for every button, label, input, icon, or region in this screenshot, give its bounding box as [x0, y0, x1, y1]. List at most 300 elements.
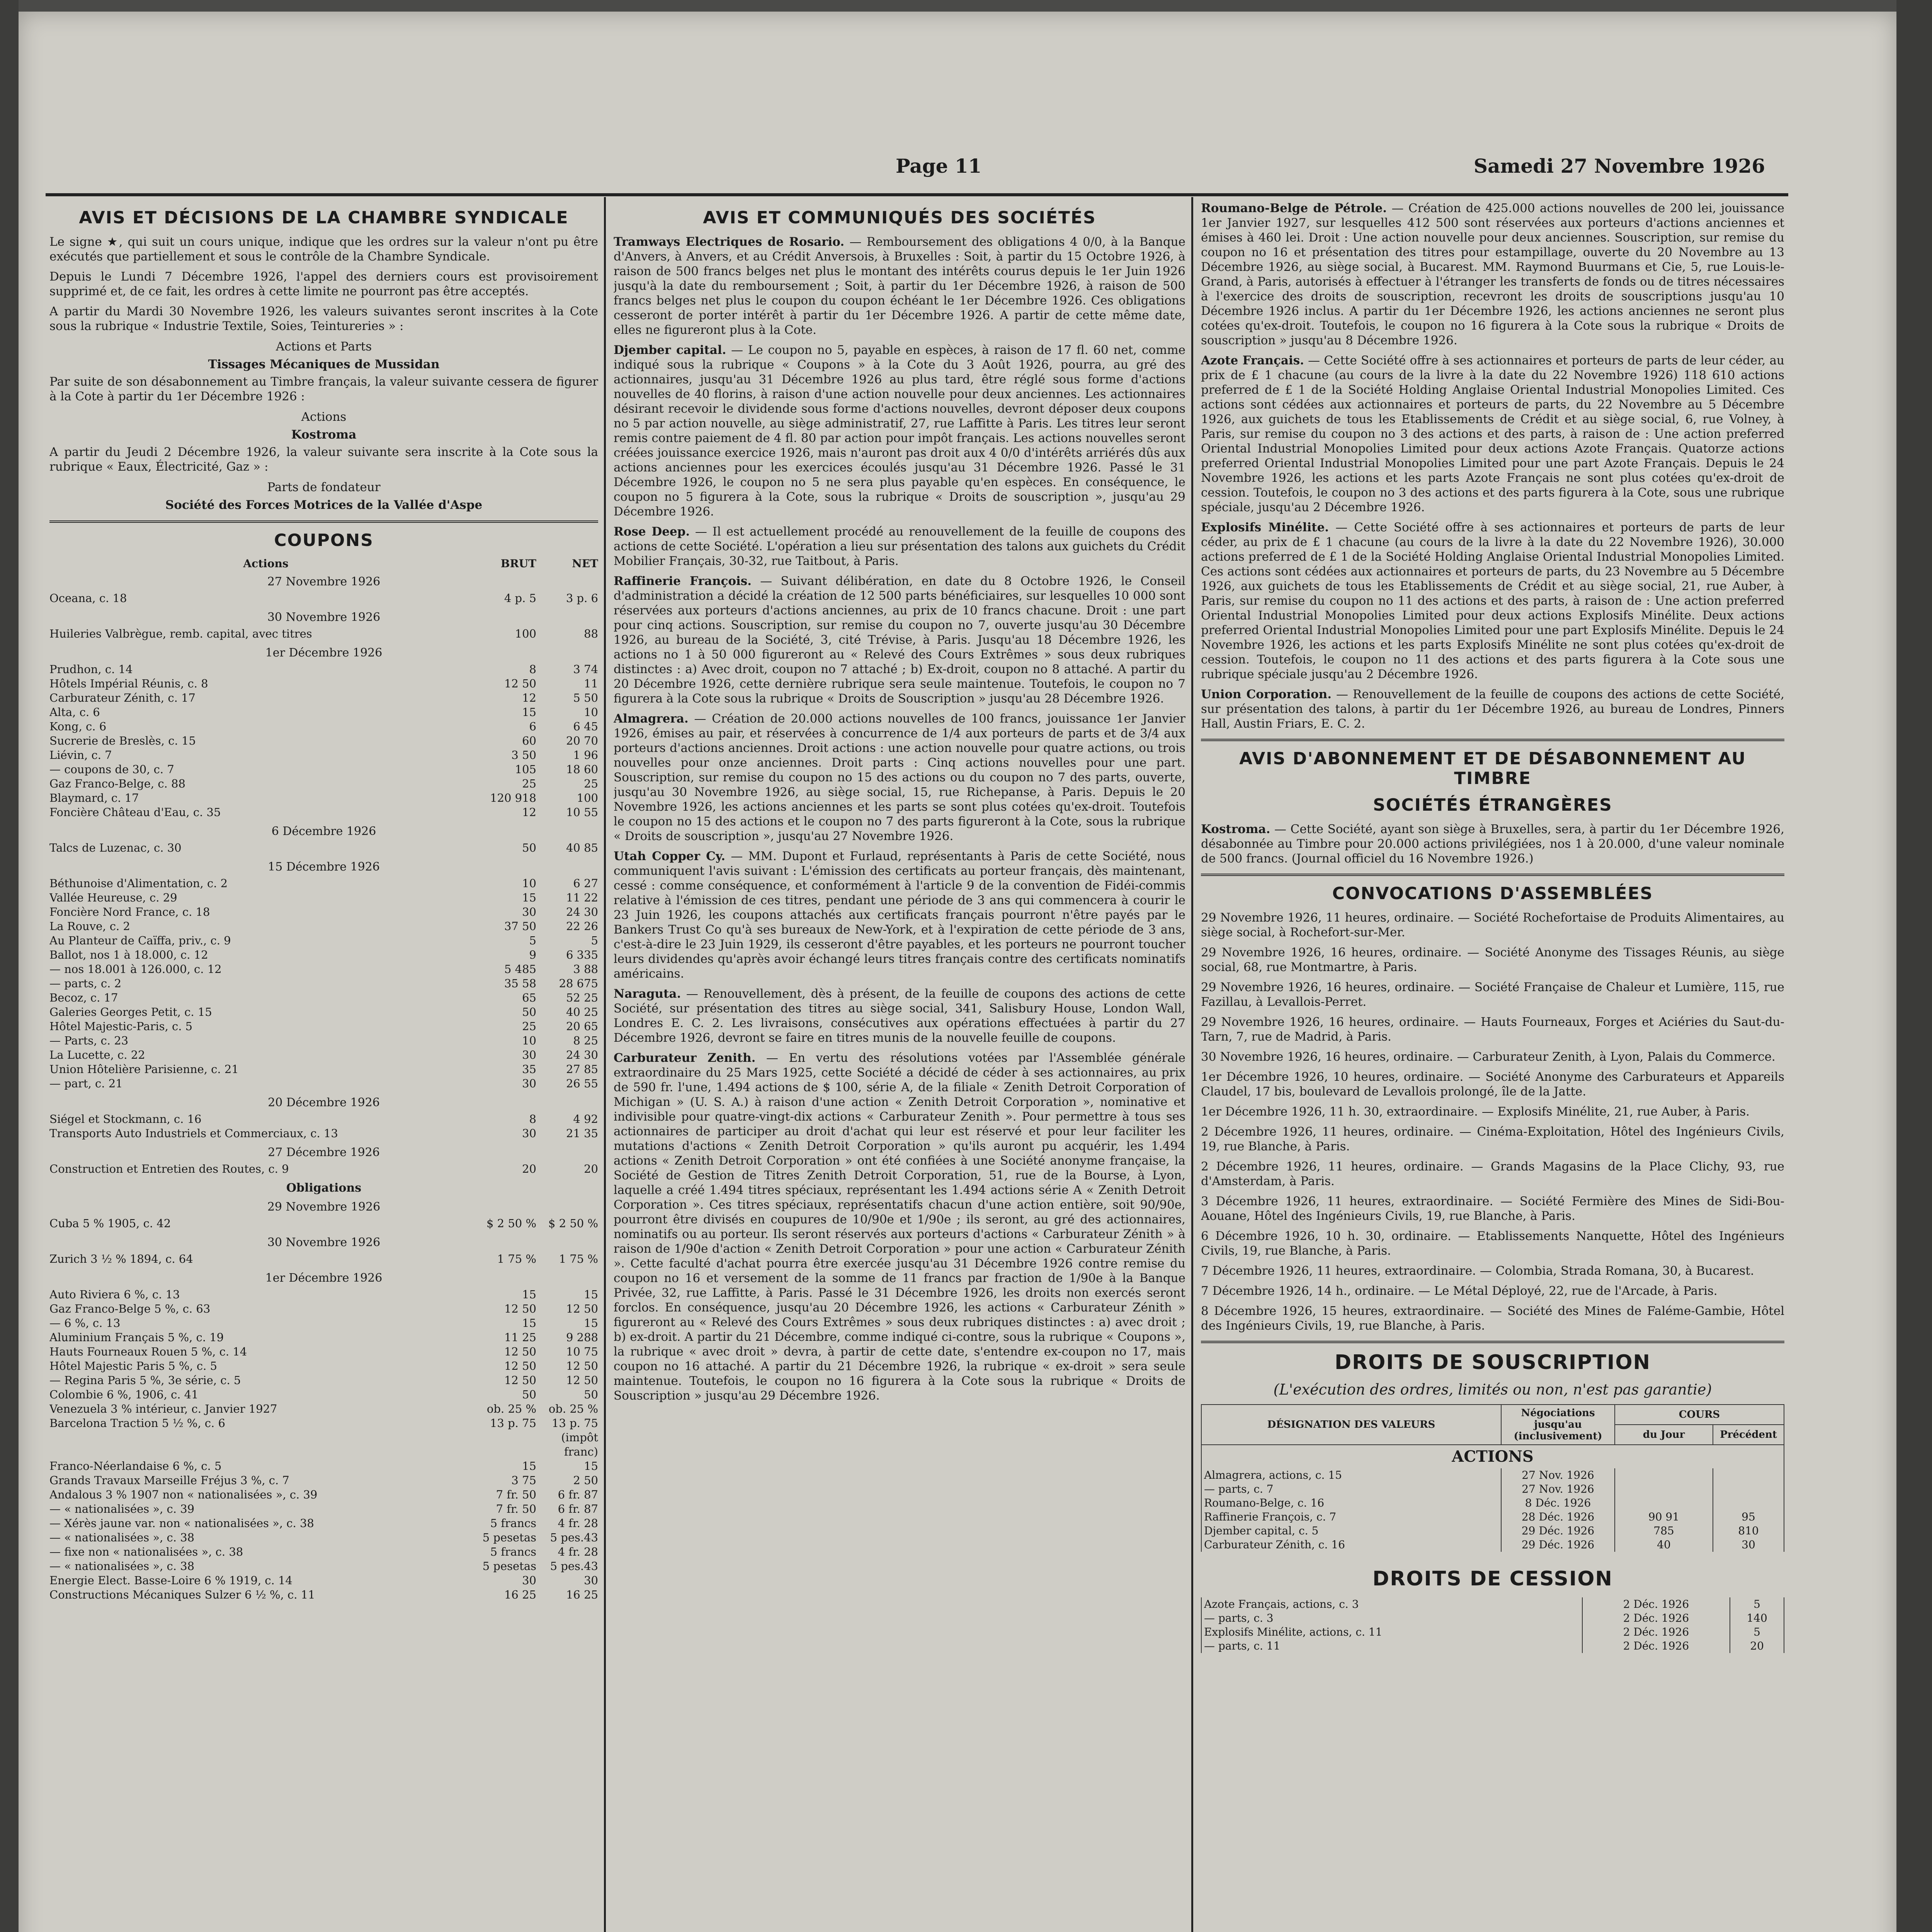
coupon-name: Construction et Entretien des Routes, c. 9: [49, 1162, 289, 1175]
chambre-p5: A partir du Jeudi 2 Décembre 1926, la valeur suivante sera inscrite à la Cote sous la rubrique « Eaux, Électricité, Gaz » :: [49, 445, 598, 474]
scan-left-margin: [0, 0, 19, 1932]
coupon-brut: 37 50: [504, 920, 536, 933]
section-divider: [1201, 739, 1784, 741]
coupon-net: 6 fr. 87: [558, 1502, 598, 1515]
scan-right-margin: [1896, 0, 1932, 1932]
coupon-brut: 7 fr. 50: [496, 1502, 536, 1515]
coupon-row: [49, 1252, 598, 1266]
ds-cell: — parts, c. 7: [1201, 1482, 1501, 1496]
coupon-net: 30: [584, 1574, 598, 1587]
ds-cell: [1615, 1482, 1713, 1496]
coupon-brut: 30: [522, 1574, 536, 1587]
coupon-net: 12 50: [566, 1359, 598, 1372]
coupon-net: 11 22: [566, 891, 598, 904]
coupon-brut: 30: [522, 1077, 536, 1090]
coupon-net: 1 75 %: [559, 1252, 598, 1265]
coupon-brut: 16 25: [504, 1588, 536, 1601]
coupon-name: — « nationalisées », c. 39: [49, 1502, 195, 1515]
coupon-brut: 120 918: [490, 791, 536, 804]
coupon-net: 40 25: [566, 1005, 598, 1019]
page-date: Samedi 27 Novembre 1926: [1473, 155, 1765, 177]
coupon-row: [49, 748, 598, 762]
societes-notice: [614, 711, 1185, 844]
ds-cell: [1713, 1468, 1784, 1482]
dc-cell: 140: [1730, 1611, 1784, 1625]
coupon-net: 15: [584, 1459, 598, 1473]
coupon-row: [49, 1302, 598, 1316]
coupon-name: Colombie 6 %, 1906, c. 41: [49, 1388, 199, 1401]
coupon-name: Franco-Néerlandaise 6 %, c. 5: [49, 1459, 222, 1473]
coupon-brut: 15: [522, 891, 536, 904]
coupon-name: Siégel et Stockmann, c. 16: [49, 1112, 202, 1126]
abonnement-kostroma-text: — Cette Société, ayant son siège à Bruxelles, sera, à partir du 1er Décembre 1926, désabonnée au Timbre pour 20.000 actions privilégiées, nos 1 à 20.000, d'une valeur nominale de 500 francs. (Journal officiel du 16 Novembre 1926.): [1201, 822, 1784, 866]
convocation-item: 8 Décembre 1926, 15 heures, extraordinaire. — Société des Mines de Faléme-Gambie, Hôtel des Ingénieurs Civils, 19, rue Blanche, à Paris.: [1201, 1304, 1784, 1333]
coupon-brut: 25: [522, 1020, 536, 1033]
coupon-net: 24 30: [566, 905, 598, 918]
societes-notice-head: Rose Deep.: [614, 525, 690, 539]
coupon-row: [49, 1473, 598, 1488]
coupon-row: [49, 1216, 598, 1231]
right-notice-text: — Cette Société offre à ses actionnaires et porteurs de parts de leur céder, au prix de £ 1 chacune (au cours de la livre à la date du 22 Novembre 1926) 118 610 actions preferred de £ 1 de la Société Holding Anglaise Oriental Industrial Monopolies Limited. Ces actions sont cédées aux actionnaires et porteurs de parts, du 22 Novembre au 5 Décembre 1926, aux guichets de tous les Etablissements de Crédit et au siège social, 6, rue Volney, à Paris, sur remise du coupon no 3 des actions et des parts, à raison de : Une action preferred Oriental Industrial Monopolies Limited pour deux actions Azote Français. Quatorze actions preferred Oriental Industrial Monopolies Limited pour une part Azote Français. Depuis le 24 Novembre 1926, les actions et les parts Azote Français ne sont plus cotées qu'ex-droit de cession. Toutefois, le coupon no 3 des actions et des parts figurera à la Cote, sous une rubrique spéciale, jusqu'au 2 Décembre 1926.: [1201, 354, 1784, 514]
societes-notice-head: Carburateur Zenith.: [614, 1051, 756, 1065]
chambre-c1: Actions et Parts: [276, 340, 372, 354]
coupon-net: 15: [584, 1316, 598, 1330]
coupon-net: 12 50: [566, 1302, 598, 1315]
coupon-net: 52 25: [566, 991, 598, 1004]
coupon-row: [49, 1316, 598, 1330]
coupon-net: 24 30: [566, 1048, 598, 1061]
ds-cell: 90 91: [1615, 1510, 1713, 1524]
coupon-row: [49, 1416, 598, 1459]
coupon-brut: 12: [522, 691, 536, 704]
right-notice-head: Union Corporation.: [1201, 687, 1332, 701]
coupon-net: 10: [584, 706, 598, 719]
convocation-item: 30 Novembre 1926, 16 heures, ordinaire. — Carburateur Zenith, à Lyon, Palais du Commerce.: [1201, 1050, 1776, 1064]
coupon-net: 11: [584, 677, 598, 690]
coupon-net: 26 55: [566, 1077, 598, 1090]
societes-list: [614, 235, 1185, 1403]
coupon-row: [49, 691, 598, 705]
chambre-c2: Tissages Mécaniques de Mussidan: [208, 357, 440, 371]
coupon-row: [49, 1573, 598, 1588]
coupon-brut: 20: [522, 1162, 536, 1175]
convocation-item: 3 Décembre 1926, 11 heures, extraordinaire. — Société Fermière des Mines de Sidi-Bou-Aouane, Hôtel des Ingénieurs Civils, 19, rue Blanche, à Paris.: [1201, 1194, 1784, 1223]
convocation-item: 29 Novembre 1926, 16 heures, ordinaire. — Société Anonyme des Tissages Réunis, au siège social, 68, rue Montmartre, à Paris.: [1201, 946, 1784, 974]
coupon-name: — nos 18.001 à 126.000, c. 12: [49, 963, 222, 976]
coupon-row: [49, 627, 598, 641]
coupons-h-actions: Actions: [243, 557, 289, 570]
coupon-net: 1 96: [573, 748, 598, 762]
coupon-net: 13 p. 75 (impôt franc): [551, 1417, 598, 1458]
coupon-date: 20 Décembre 1926: [268, 1096, 380, 1109]
coupon-name: Andalous 3 % 1907 non « nationalisées », c. 39: [49, 1488, 318, 1501]
coupon-row: [49, 1048, 598, 1062]
coupon-name: Venezuela 3 % intérieur, c. Janvier 1927: [49, 1402, 277, 1415]
chambre-p4: Par suite de son désabonnement au Timbre français, la valeur suivante cessera de figurer à la Cote à partir du 1er Décembre 1926 :: [49, 375, 598, 403]
societes-notice: [614, 849, 1185, 981]
coupon-net: 22 26: [566, 920, 598, 933]
coupon-row: [49, 591, 598, 605]
coupon-net: 5 pes.43: [550, 1531, 598, 1544]
convocation-item: 7 Décembre 1926, 14 h., ordinaire. — Le Métal Déployé, 22, rue de l'Arcade, à Paris.: [1201, 1284, 1718, 1298]
convocation-item: 29 Novembre 1926, 16 heures, ordinaire. — Société Française de Chaleur et Lumière, 115, rue Fazillau, à Levallois-Perret.: [1201, 980, 1784, 1009]
coupon-name: — coupons de 30, c. 7: [49, 763, 174, 776]
coupon-name: Talcs de Luzenac, c. 30: [49, 841, 182, 854]
right-notice-head: Explosifs Minélite.: [1201, 520, 1329, 534]
ds-row: [1201, 1524, 1784, 1538]
ds-h-date: Négociations jusqu'au (inclusivement): [1501, 1405, 1615, 1445]
dc-cell: Azote Français, actions, c. 3: [1201, 1597, 1582, 1611]
coupon-net: 4 fr. 28: [558, 1517, 598, 1530]
coupon-row: [49, 734, 598, 748]
coupon-net: 10 75: [566, 1345, 598, 1358]
societes-notice-head: Utah Copper Cy.: [614, 849, 726, 863]
coupon-row: [49, 1034, 598, 1048]
coupon-net: 40 85: [566, 841, 598, 854]
coupon-brut: 12 50: [504, 1345, 536, 1358]
dc-row: [1201, 1611, 1784, 1625]
coupon-net: 16 25: [566, 1588, 598, 1601]
right-notice-text: — Création de 425.000 actions nouvelles de 200 lei, jouissance 1er Janvier 1927, sur lesquelles 412 500 sont réservées aux porteurs d'actions anciennes et émises à 460 lei. Droit : Une action nouvelle pour deux anciennes. Souscription, sur remise du coupon no 16 et présentation des titres pour estampillage, ouverte du 20 Novembre au 13 Décembre 1926, au siège social, à Bucarest. MM. Raymond Buurmans et Cie, 5, rue Louis-le-Grand, à Paris, autorisés à effectuer à l'étranger les transferts de fonds ou de titres nécessaires à l'exercice des droits de souscription, recevront les droits de souscriptions jusqu'au 10 Décembre 1926 inclus. A partir du 1er Décembre 1926, les actions anciennes ne seront plus cotées qu'ex-droit. Toutefois, le coupon no 16 figurera à la Cote sous la rubrique « Droits de souscription » jusqu'au 8 Décembre 1926.: [1201, 201, 1784, 347]
coupon-name: Grands Travaux Marseille Fréjus 3 %, c. 7: [49, 1474, 289, 1487]
coupon-name: Oceana, c. 18: [49, 592, 127, 605]
dc-cell: 2 Déc. 1926: [1582, 1639, 1730, 1653]
coupons-title: COUPONS: [274, 531, 374, 550]
coupon-brut: 65: [522, 991, 536, 1004]
coupon-net: 18 60: [566, 763, 598, 776]
droits-souscription-subtitle: (L'exécution des ordres, limités ou non, n'est pas garantie): [1273, 1381, 1712, 1398]
convocation-item: 2 Décembre 1926, 11 heures, ordinaire. — Cinéma-Exploitation, Hôtel des Ingénieurs Civils, 19, rue Blanche, à Paris.: [1201, 1125, 1784, 1153]
coupon-net: 6 45: [573, 720, 598, 733]
coupon-brut: 10: [522, 1034, 536, 1047]
right-notice-text: — Renouvellement de la feuille de coupons des actions de cette Société, sur présentation des talons, à partir du 1er Décembre 1926, au bureau de Londres, Pinners Hall, Austin Friars, E. C. 2.: [1201, 687, 1784, 731]
coupons-list: [49, 575, 598, 1602]
right-notice: [1201, 353, 1784, 515]
convocation-item: 1er Décembre 1926, 10 heures, ordinaire. — Société Anonyme des Carburateurs et Appareils Claudel, 17 bis, boulevard de Levallois prolongé, île de la Jatte.: [1201, 1070, 1784, 1099]
column-right: [1201, 201, 1784, 1932]
ds-cell: 29 Déc. 1926: [1501, 1524, 1615, 1538]
societes-notice-text: — Remboursement des obligations 4 0/0, à la Banque d'Anvers, à Anvers, et au Crédit Anversois, à Bruxelles : Soit, à partir du 15 Octobre 1926, à raison de 500 francs belges net plus le montant des intérêts courus depuis le 1er Juin 1926 jusqu'à la date du remboursement ; Soit, à partir du 1er Décembre 1926, à raison de 500 francs belges net plus le coupon du coupon échéant le 1er Décembre 1926. Ces obligations cesseront de porter intérêt à partir du 1er Décembre 1926. A partir de cette même date, elles ne figureront plus à la Cote.: [614, 235, 1185, 337]
coupon-net: 3 88: [573, 963, 598, 976]
coupon-row: [49, 1488, 598, 1502]
coupon-brut: 105: [515, 763, 536, 776]
coupon-row: [49, 905, 598, 919]
coupon-row: [49, 876, 598, 891]
dc-cell: 2 Déc. 1926: [1582, 1597, 1730, 1611]
coupon-name: Ballot, nos 1 à 18.000, c. 12: [49, 948, 208, 961]
coupon-name: Béthunoise d'Alimentation, c. 2: [49, 877, 228, 890]
ds-row: [1201, 1482, 1784, 1496]
right-notice: [1201, 687, 1784, 731]
chambre-p3: A partir du Mardi 30 Novembre 1926, les valeurs suivantes seront inscrites à la Cote sous la rubrique « Industrie Textile, Soies, Teintureries » :: [49, 304, 598, 333]
convocation-item: 7 Décembre 1926, 11 heures, extraordinaire. — Colombia, Strada Romana, 30, à Bucarest.: [1201, 1264, 1754, 1278]
coupon-net: 5 pes.43: [550, 1560, 598, 1573]
coupon-row: [49, 1545, 598, 1559]
societes-notice-head: Almagrera.: [614, 712, 689, 726]
coupon-name: Blaymard, c. 17: [49, 791, 139, 804]
coupon-brut: 30: [522, 1127, 536, 1140]
page-header: [65, 155, 1765, 185]
coupon-name: Prudhon, c. 14: [49, 663, 133, 676]
coupons-h-brut: BRUT: [500, 557, 536, 570]
ds-cell: 27 Nov. 1926: [1501, 1468, 1615, 1482]
coupon-brut: 8: [529, 1112, 536, 1126]
coupon-net: 12 50: [566, 1374, 598, 1387]
ds-cell: 28 Déc. 1926: [1501, 1510, 1615, 1524]
dc-cell: 5: [1730, 1625, 1784, 1639]
coupon-row: [49, 677, 598, 691]
societes-notice: [614, 343, 1185, 519]
coupon-row: [49, 705, 598, 719]
chambre-p2: Depuis le Lundi 7 Décembre 1926, l'appel des derniers cours est provisoirement supprimé et, de ce fait, les ordres à cette limite ne pourront pas être acceptés.: [49, 270, 598, 298]
societes-notice-text: — En vertu des résolutions votées par l'Assemblée générale extraordinaire du 25 Mars 1925, cette Société a décidé de céder à ses actionnaires, au prix de 590 fr. l'une, 1.494 actions de $ 100, série A, de la filiale « Zenith Detroit Corporation of Michigan » (U. S. A.) à raison d'une action « Zenith Detroit Corporation », nominative et indivisible pour quatre-vingt-dix actions « Carburateur Zenith ». Pour permettre à tous ses actionnaires de participer au droit d'achat qui leur est réservé et pour leur faciliter les mutations d'actions « Zenith Detroit Corporation » qu'ils auront pu acquérir, les 1.494 actions « Zenith Detroit Corporation » ont été confiées à une Société anonyme française, la Société de Gestion de Titres Zenith Detroit Corporation, 51, rue de la Bourse, à Lyon, laquelle a créé 1.494 titres spéciaux, représentant les 1.494 actions série A « Zenith Detroit Corporation ». Ces titres spéciaux, représentatifs chacun d'une action entière, soit 90/90e, pourront être divisés en coupures de 10/90e et 1/90e ; ils seront, au gré des actionnaires, nominatifs ou au porteur. Ils seront réservés aux porteurs d'actions « Carburateur Zénith » à raison de 1/90e d'action « Zenith Detroit Corporation » pour une action « Carburateur Zénith ». Cette faculté d'achat pourra être exercée jusqu'au 31 Décembre 1926 contre remise du coupon no 16 et versement de la somme de 11 francs par fraction de 1/90e à la Banque Privée, 32, rue Laffitte, à Paris. Passé le 31 Décembre 1926, les droits non exercés seront forclos. En conséquence, jusqu'au 20 Décembre 1926, les actions « Carburateur Zénith » figureront au « Relevé des Cours Extrêmes » sous deux rubriques distinctes : a) avec droit ; b) ex-droit. A partir du 21 Décembre, comme indiqué ci-contre, sous la rubrique « Coupons », la rubrique « avec droit » devra, à partir de cette date, s'entendre ex-coupon no 17, mais coupon no 16 attaché. A partir du 21 Décembre 1926, la rubrique « ex-droit » sera seule maintenue. Toutefois, le coupon no 16 figurera à la Cote sous la rubrique « Droits de Souscription » jusqu'au 29 Décembre 1926.: [614, 1051, 1185, 1403]
coupon-name: Becoz, c. 17: [49, 991, 118, 1004]
dc-row: [1201, 1639, 1784, 1653]
coupon-date: 1er Décembre 1926: [265, 1271, 383, 1285]
ds-cell: [1713, 1496, 1784, 1510]
coupon-name: Au Planteur de Caïffa, priv., c. 9: [49, 934, 231, 947]
coupon-brut: 35: [522, 1063, 536, 1076]
societes-title: AVIS ET COMMUNIQUÉS DES SOCIÉTÉS: [703, 208, 1096, 228]
coupon-name: Transports Auto Industriels et Commerciaux, c. 13: [49, 1127, 338, 1140]
coupon-row: [49, 976, 598, 991]
ds-row: [1201, 1496, 1784, 1510]
coupon-date: Obligations: [286, 1181, 362, 1195]
column-chambre-coupons: [49, 201, 598, 1932]
ds-cell: 95: [1713, 1510, 1784, 1524]
coupon-row: [49, 1062, 598, 1077]
dc-cell: Explosifs Minélite, actions, c. 11: [1201, 1625, 1582, 1639]
chambre-c3: Actions: [301, 410, 347, 424]
coupon-row: [49, 1388, 598, 1402]
ds-cell: [1615, 1468, 1713, 1482]
societes-notice-text: — Le coupon no 5, payable en espèces, à raison de 17 fl. 60 net, comme indiqué sous la rubrique « Coupons » à la Cote du 3 Août 1926, pourra, au gré des actionnaires, jusqu'au 31 Décembre 1926 au plus tard, être réglé sous forme d'actions nouvelles de 40 florins, à raison d'une action nouvelle pour deux anciennes. Les actionnaires désirant recevoir le dividende sous forme d'actions nouvelles, devront déposer deux coupons no 5 par action nouvelle, au siège administratif, 27, rue Laffitte à Paris. Les titres leur seront remis contre paiement de 4 fl. 80 par action pour impôt français. Les actions nouvelles seront créées jouissance exercice 1926, mais n'auront pas droit aux 4 0/0 d'intérêts arriérés dûs aux actions anciennes pour les exercices écoulés jusqu'au 31 Décembre 1926. Passé le 31 Décembre 1926, le coupon no 5 ne sera plus payable qu'en espèces. En conséquence, le coupon no 5 figurera à la Cote, sous la rubrique « Droits de souscription », jusqu'au 29 Décembre 1926.: [614, 343, 1185, 519]
coupon-brut: 50: [522, 1388, 536, 1401]
coupon-brut: 30: [522, 905, 536, 918]
coupon-brut: 10: [522, 877, 536, 890]
page-number: Page 11: [896, 155, 982, 177]
coupon-brut: 15: [522, 1316, 536, 1330]
section-divider: [49, 520, 598, 523]
ds-cell: Raffinerie François, c. 7: [1201, 1510, 1501, 1524]
coupon-row: [49, 805, 598, 820]
coupon-brut: 8: [529, 663, 536, 676]
coupon-name: — « nationalisées », c. 38: [49, 1560, 195, 1573]
societes-notice: [614, 524, 1185, 568]
coupon-row: [49, 1330, 598, 1345]
societes-notice-head: Raffinerie François.: [614, 574, 752, 588]
coupon-date: 30 Novembre 1926: [267, 611, 381, 624]
coupon-row: [49, 991, 598, 1005]
coupon-row: [49, 841, 598, 855]
coupon-brut: 12: [522, 806, 536, 819]
chambre-title: AVIS ET DÉCISIONS DE LA CHAMBRE SYNDICALE: [79, 208, 569, 228]
coupon-name: Galeries Georges Petit, c. 15: [49, 1005, 212, 1019]
coupon-brut: 11 25: [504, 1331, 536, 1344]
coupon-row: [49, 1531, 598, 1545]
column-societes: [614, 201, 1185, 1932]
coupon-brut: ob. 25 %: [486, 1402, 536, 1415]
ds-cell: 27 Nov. 1926: [1501, 1482, 1615, 1496]
coupon-name: Gaz Franco-Belge, c. 88: [49, 777, 185, 790]
coupon-net: 4 fr. 28: [558, 1545, 598, 1558]
right-notice-head: Azote Français.: [1201, 354, 1304, 367]
coupon-net: 3 74: [573, 663, 598, 676]
societes-notice-head: Naraguta.: [614, 987, 681, 1001]
coupon-net: 20 65: [566, 1020, 598, 1033]
ds-cell: 785: [1615, 1524, 1713, 1538]
coupon-net: 2 50: [573, 1474, 598, 1487]
coupon-brut: 5 francs: [490, 1517, 536, 1530]
ds-cell: 810: [1713, 1524, 1784, 1538]
coupon-name: Union Hôtelière Parisienne, c. 21: [49, 1063, 239, 1076]
chambre-p1: Le signe ★, qui suit un cours unique, indique que les ordres sur la valeur n'ont pu être exécutés que partiellement et sous le contrôle de la Chambre Syndicale.: [49, 235, 598, 264]
convocation-item: 29 Novembre 1926, 11 heures, ordinaire. — Société Rochefortaise de Produits Alimentaires, au siège social, à Rochefort-sur-Mer.: [1201, 911, 1784, 939]
ds-h-designation: DÉSIGNATION DES VALEURS: [1201, 1405, 1501, 1445]
coupon-net: 6 27: [573, 877, 598, 890]
coupon-net: 8 25: [573, 1034, 598, 1047]
coupon-row: [49, 1402, 598, 1416]
coupon-name: Alta, c. 6: [49, 706, 100, 719]
coupon-row: [49, 948, 598, 962]
ds-row: [1201, 1538, 1784, 1552]
coupon-brut: 12 50: [504, 677, 536, 690]
coupons-h-net: NET: [572, 557, 598, 570]
top-frame-rule: [46, 193, 1788, 196]
societes-notice: [614, 574, 1185, 706]
coupon-name: Zurich 3 ½ % 1894, c. 64: [49, 1252, 193, 1265]
coupon-row: [49, 1126, 598, 1141]
societes-notice: [614, 1051, 1185, 1403]
coupon-name: Vallée Heureuse, c. 29: [49, 891, 177, 904]
coupon-brut: 9: [529, 948, 536, 961]
societes-notice-text: — Renouvellement, dès à présent, de la feuille de coupons des actions de cette Société, sur présentation des titres au siège social, 341, Salisbury House, London Wall, Londres E. C. 2. Les livraisons, consécutives aux opérations effectuées à partir du 27 Décembre 1926, devront se faire en titres munis de la nouvelle feuille de coupons.: [614, 987, 1185, 1045]
coupon-row: [49, 662, 598, 677]
ds-row: [1201, 1510, 1784, 1524]
coupon-name: Sucrerie de Breslès, c. 15: [49, 734, 196, 747]
ds-cell: Djember capital, c. 5: [1201, 1524, 1501, 1538]
coupon-date: 1er Décembre 1926: [265, 646, 383, 660]
coupon-brut: 12 50: [504, 1374, 536, 1387]
coupon-name: Barcelona Traction 5 ½ %, c. 6: [49, 1417, 225, 1430]
coupon-net: 6 335: [566, 948, 598, 961]
coupon-name: Hauts Fourneaux Rouen 5 %, c. 14: [49, 1345, 247, 1358]
coupon-row: [49, 1005, 598, 1019]
coupon-name: — Xérès jaune var. non « nationalisées », c. 38: [49, 1517, 314, 1530]
abonnement-kostroma-head: Kostroma.: [1201, 822, 1270, 836]
dc-cell: 2 Déc. 1926: [1582, 1625, 1730, 1639]
convocation-item: 6 Décembre 1926, 10 h. 30, ordinaire. — Etablissements Nanquette, Hôtel des Ingénieurs Civils, 19, rue Blanche, à Paris.: [1201, 1229, 1784, 1258]
coupon-row: [49, 1559, 598, 1573]
right-notice: [1201, 201, 1784, 348]
coupon-row: [49, 1345, 598, 1359]
societes-notice-head: Djember capital.: [614, 343, 726, 357]
coupon-row: [49, 1502, 598, 1516]
societes-notice-text: — MM. Dupont et Furlaud, représentants à Paris de cette Société, nous communiquent l'avis suivant : L'émission des certificats au porteur français, dès maintenant, cessé : comme conséquence, et conformément à l'article 9 de la convention de Fidéi-commis relative à l'émission de ces titres, pendant une période de 3 ans qui commencera à courir le 23 Juin 1926, les coupons attachés aux certificats français pourront n'être payés par le Bankers Trust Co qu'à ses bureaux de New-York, et à l'expiration de cette période de 3 ans, c'est-à-dire le 23 Juin 1929, ils cesseront d'être payables, et les porteurs ne pourront toucher leurs dividendes qu'après avoir échangé leurs titres français contre des certificats nominatifs américains.: [614, 849, 1185, 981]
coupon-net: 21 35: [566, 1127, 598, 1140]
coupon-net: 50: [584, 1388, 598, 1401]
coupon-net: 88: [584, 627, 598, 640]
coupon-net: 100: [577, 791, 598, 804]
right-notice-head: Roumano-Belge de Pétrole.: [1201, 201, 1387, 215]
coupon-name: Huileries Valbrègue, remb. capital, avec titres: [49, 627, 312, 640]
coupon-net: ob. 25 %: [548, 1402, 598, 1415]
coupon-net: 9 288: [566, 1331, 598, 1344]
ds-cell: 29 Déc. 1926: [1501, 1538, 1615, 1552]
ds-row: [1201, 1468, 1784, 1482]
coupon-name: Foncière Château d'Eau, c. 35: [49, 806, 221, 819]
coupon-net: 10 55: [566, 806, 598, 819]
coupon-brut: 15: [522, 1459, 536, 1473]
societes-notice: [614, 235, 1185, 337]
coupon-row: [49, 791, 598, 805]
coupon-brut: 4 p. 5: [504, 592, 536, 605]
coupon-net: 6 fr. 87: [558, 1488, 598, 1501]
coupon-name: Carburateur Zénith, c. 17: [49, 691, 196, 704]
droits-cession-table: [1201, 1597, 1784, 1653]
coupon-row: [49, 1287, 598, 1302]
coupon-name: La Lucette, c. 22: [49, 1048, 145, 1061]
coupon-net: 27 85: [566, 1063, 598, 1076]
coupon-brut: 3 75: [511, 1474, 536, 1487]
coupon-name: — parts, c. 2: [49, 977, 122, 990]
right-notice-text: — Cette Société offre à ses actionnaires et porteurs de parts de leur céder, au prix de £ 1 chacune (au cours de la livre à la date du 22 Novembre 1926), 30.000 actions preferred de £ 1 de la Société Holding Anglaise Oriental Industrial Monopolies Limited. Ces actions sont cédées aux actionnaires et porteurs de parts, du 23 Novembre au 5 Décembre 1926, aux guichets de tous les Etablissements de Crédit et au siège social, 21, rue Auber, à Paris, sur remise du coupon no 11 des actions et des parts, à raison de : Une action preferred Oriental Industrial Monopolies Limited pour deux actions Explosifs Minélite. Deux actions preferred Oriental Industrial Monopolies Limited pour une part Explosifs Minélite. Depuis le 24 Novembre 1926, les actions et les parts Explosifs Minélite ne sont plus cotées qu'ex-droit de cession. Toutefois, le coupon no 11 des actions et des parts figurera à la Cote sous une rubrique spéciale jusqu'au 2 Décembre 1926.: [1201, 520, 1784, 681]
coupon-name: Cuba 5 % 1905, c. 42: [49, 1217, 171, 1230]
coupon-date: 27 Novembre 1926: [267, 575, 381, 588]
coupon-name: Auto Riviera 6 %, c. 13: [49, 1288, 180, 1301]
section-divider: [1201, 874, 1784, 876]
ds-cell: Roumano-Belge, c. 16: [1201, 1496, 1501, 1510]
convocations-list: [1201, 910, 1784, 1333]
coupon-name: Aluminium Français 5 %, c. 19: [49, 1331, 224, 1344]
droits-souscription-table: [1201, 1404, 1784, 1552]
ds-cell: 30: [1713, 1538, 1784, 1552]
coupon-brut: 13 p. 75: [490, 1417, 536, 1430]
coupon-name: — Parts, c. 23: [49, 1034, 129, 1047]
dc-cell: — parts, c. 11: [1201, 1639, 1582, 1653]
coupon-row: [49, 934, 598, 948]
convocations-title: CONVOCATIONS D'ASSEMBLÉES: [1332, 884, 1653, 903]
convocation-item: 1er Décembre 1926, 11 h. 30, extraordinaire. — Explosifs Minélite, 21, rue Auber, à Paris.: [1201, 1105, 1750, 1119]
dc-row: [1201, 1597, 1784, 1611]
coupon-brut: 5 pesetas: [482, 1531, 536, 1544]
coupon-name: — fixe non « nationalisées », c. 38: [49, 1545, 243, 1558]
right-notices: [1201, 201, 1784, 731]
coupon-brut: 1 75 %: [497, 1252, 536, 1265]
coupon-brut: 7 fr. 50: [496, 1488, 536, 1501]
ds-cell: 40: [1615, 1538, 1713, 1552]
coupon-row: [49, 1019, 598, 1034]
coupon-row: [49, 962, 598, 976]
coupon-brut: 15: [522, 1288, 536, 1301]
societes-notice-head: Tramways Electriques de Rosario.: [614, 235, 845, 249]
coupon-brut: 50: [522, 841, 536, 854]
coupon-brut: 6: [529, 720, 536, 733]
coupon-net: 5 50: [573, 691, 598, 704]
column-rule-1: [604, 197, 606, 1932]
coupon-name: Liévin, c. 7: [49, 748, 112, 762]
coupon-row: [49, 1359, 598, 1373]
coupon-date: 30 Novembre 1926: [267, 1236, 381, 1249]
chambre-c4: Kostroma: [291, 428, 357, 442]
coupon-name: Kong, c. 6: [49, 720, 107, 733]
coupon-name: — Regina Paris 5 %, 3e série, c. 5: [49, 1374, 241, 1387]
coupon-name: — part, c. 21: [49, 1077, 123, 1090]
coupon-brut: 5 pesetas: [482, 1560, 536, 1573]
coupon-net: 15: [584, 1288, 598, 1301]
coupon-brut: 15: [522, 706, 536, 719]
ds-cell: Carburateur Zénith, c. 16: [1201, 1538, 1501, 1552]
